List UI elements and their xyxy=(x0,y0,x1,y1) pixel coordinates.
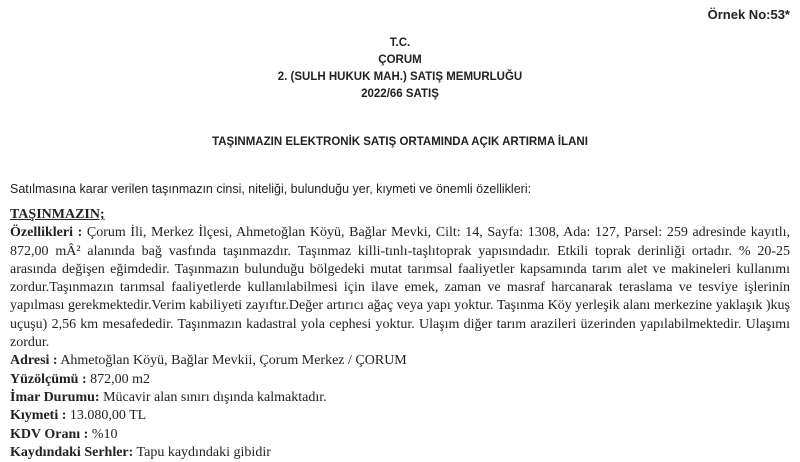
property-details xyxy=(10,206,790,462)
header-line-tc: T.C. xyxy=(389,37,411,49)
section-heading: TAŞINMAZIN; xyxy=(10,207,105,222)
vat-row xyxy=(10,426,790,444)
document-header xyxy=(0,35,800,103)
zoning-label: İmar Durumu: xyxy=(10,389,100,405)
area-row xyxy=(10,371,790,389)
features-paragraph xyxy=(10,224,790,352)
area-label: Yüzölçümü : xyxy=(10,371,87,387)
area-value: 872,00 m2 xyxy=(86,371,151,387)
registry-label: Kaydındaki Serhler: xyxy=(10,444,134,460)
address-value: Ahmetoğlan Köyü, Bağlar Mevkii, Çorum Merkez / ÇORUM xyxy=(57,353,407,369)
zoning-value: Mücavir alan sınırı dışında kalmaktadır. xyxy=(99,389,327,405)
address-label: Adresi : xyxy=(10,353,58,369)
value-row xyxy=(10,407,790,425)
value-amount: 13.080,00 TL xyxy=(66,408,147,424)
header-line-city: ÇORUM xyxy=(378,54,422,66)
value-label: Kıymeti : xyxy=(10,408,67,424)
document-title: TAŞINMAZIN ELEKTRONİK SATIŞ ORTAMINDA AÇIK ARTIRMA İLANI xyxy=(212,136,588,148)
address-row xyxy=(10,352,790,370)
vat-value: %10 xyxy=(88,426,118,442)
sample-number: Örnek No:53* xyxy=(707,7,790,22)
registry-row xyxy=(10,444,790,462)
vat-label: KDV Oranı : xyxy=(10,426,89,442)
features-text: Çorum İli, Merkez İlçesi, Ahmetoğlan Köyü, Bağlar Mevki, Cilt: 14, Sayfa: 1308, Ada: 127, Parsel: 259 adresinde kayıtlı, 872,00 mÂ² alanında bağ vasfında taşınmazdır. Taşınmaz killi-tınlı-taşlıtoprak yapısındadır. Etkili toprak derinliği ortadır. % 20-25 arasında değişen eğimdedir. Taşınmazın bulunduğu bölgedeki mutat tarımsal faaliyetler kapsamında tarım alet ve makineleri kullanımı zordur.Taşınmazın tarımsal faaliyetlerde kullanılabilmesi için ilave emek, zaman ve masraf harcanarak teraslama ve tesviye işlerinin yapılması gerekmektedir.Verim kabiliyeti zayıftır.Değer artırıcı ağaç veya yapı yoktur. Taşınma Köy yerleşik alanı merkezine yaklaşık )kuş uçuşu) 2,56 km mesafededir. Taşınmazın kadastral yola cephesi yoktur. Ulaşım diğer tarım arazileri üzerinden yapılabilmektedir. Ulaşımı zordur. xyxy=(10,225,790,351)
registry-value: Tapu kaydındaki gibidir xyxy=(133,444,271,460)
zoning-row xyxy=(10,389,790,407)
header-line-office: 2. (SULH HUKUK MAH.) SATIŞ MEMURLUĞU xyxy=(277,71,523,83)
features-label: Özellikleri : xyxy=(10,225,83,241)
header-line-file-no: 2022/66 SATIŞ xyxy=(361,88,439,100)
intro-text: Satılmasına karar verilen taşınmazın cinsi, niteliği, bulunduğu yer, kıymeti ve önemli özellikleri: xyxy=(10,182,532,196)
